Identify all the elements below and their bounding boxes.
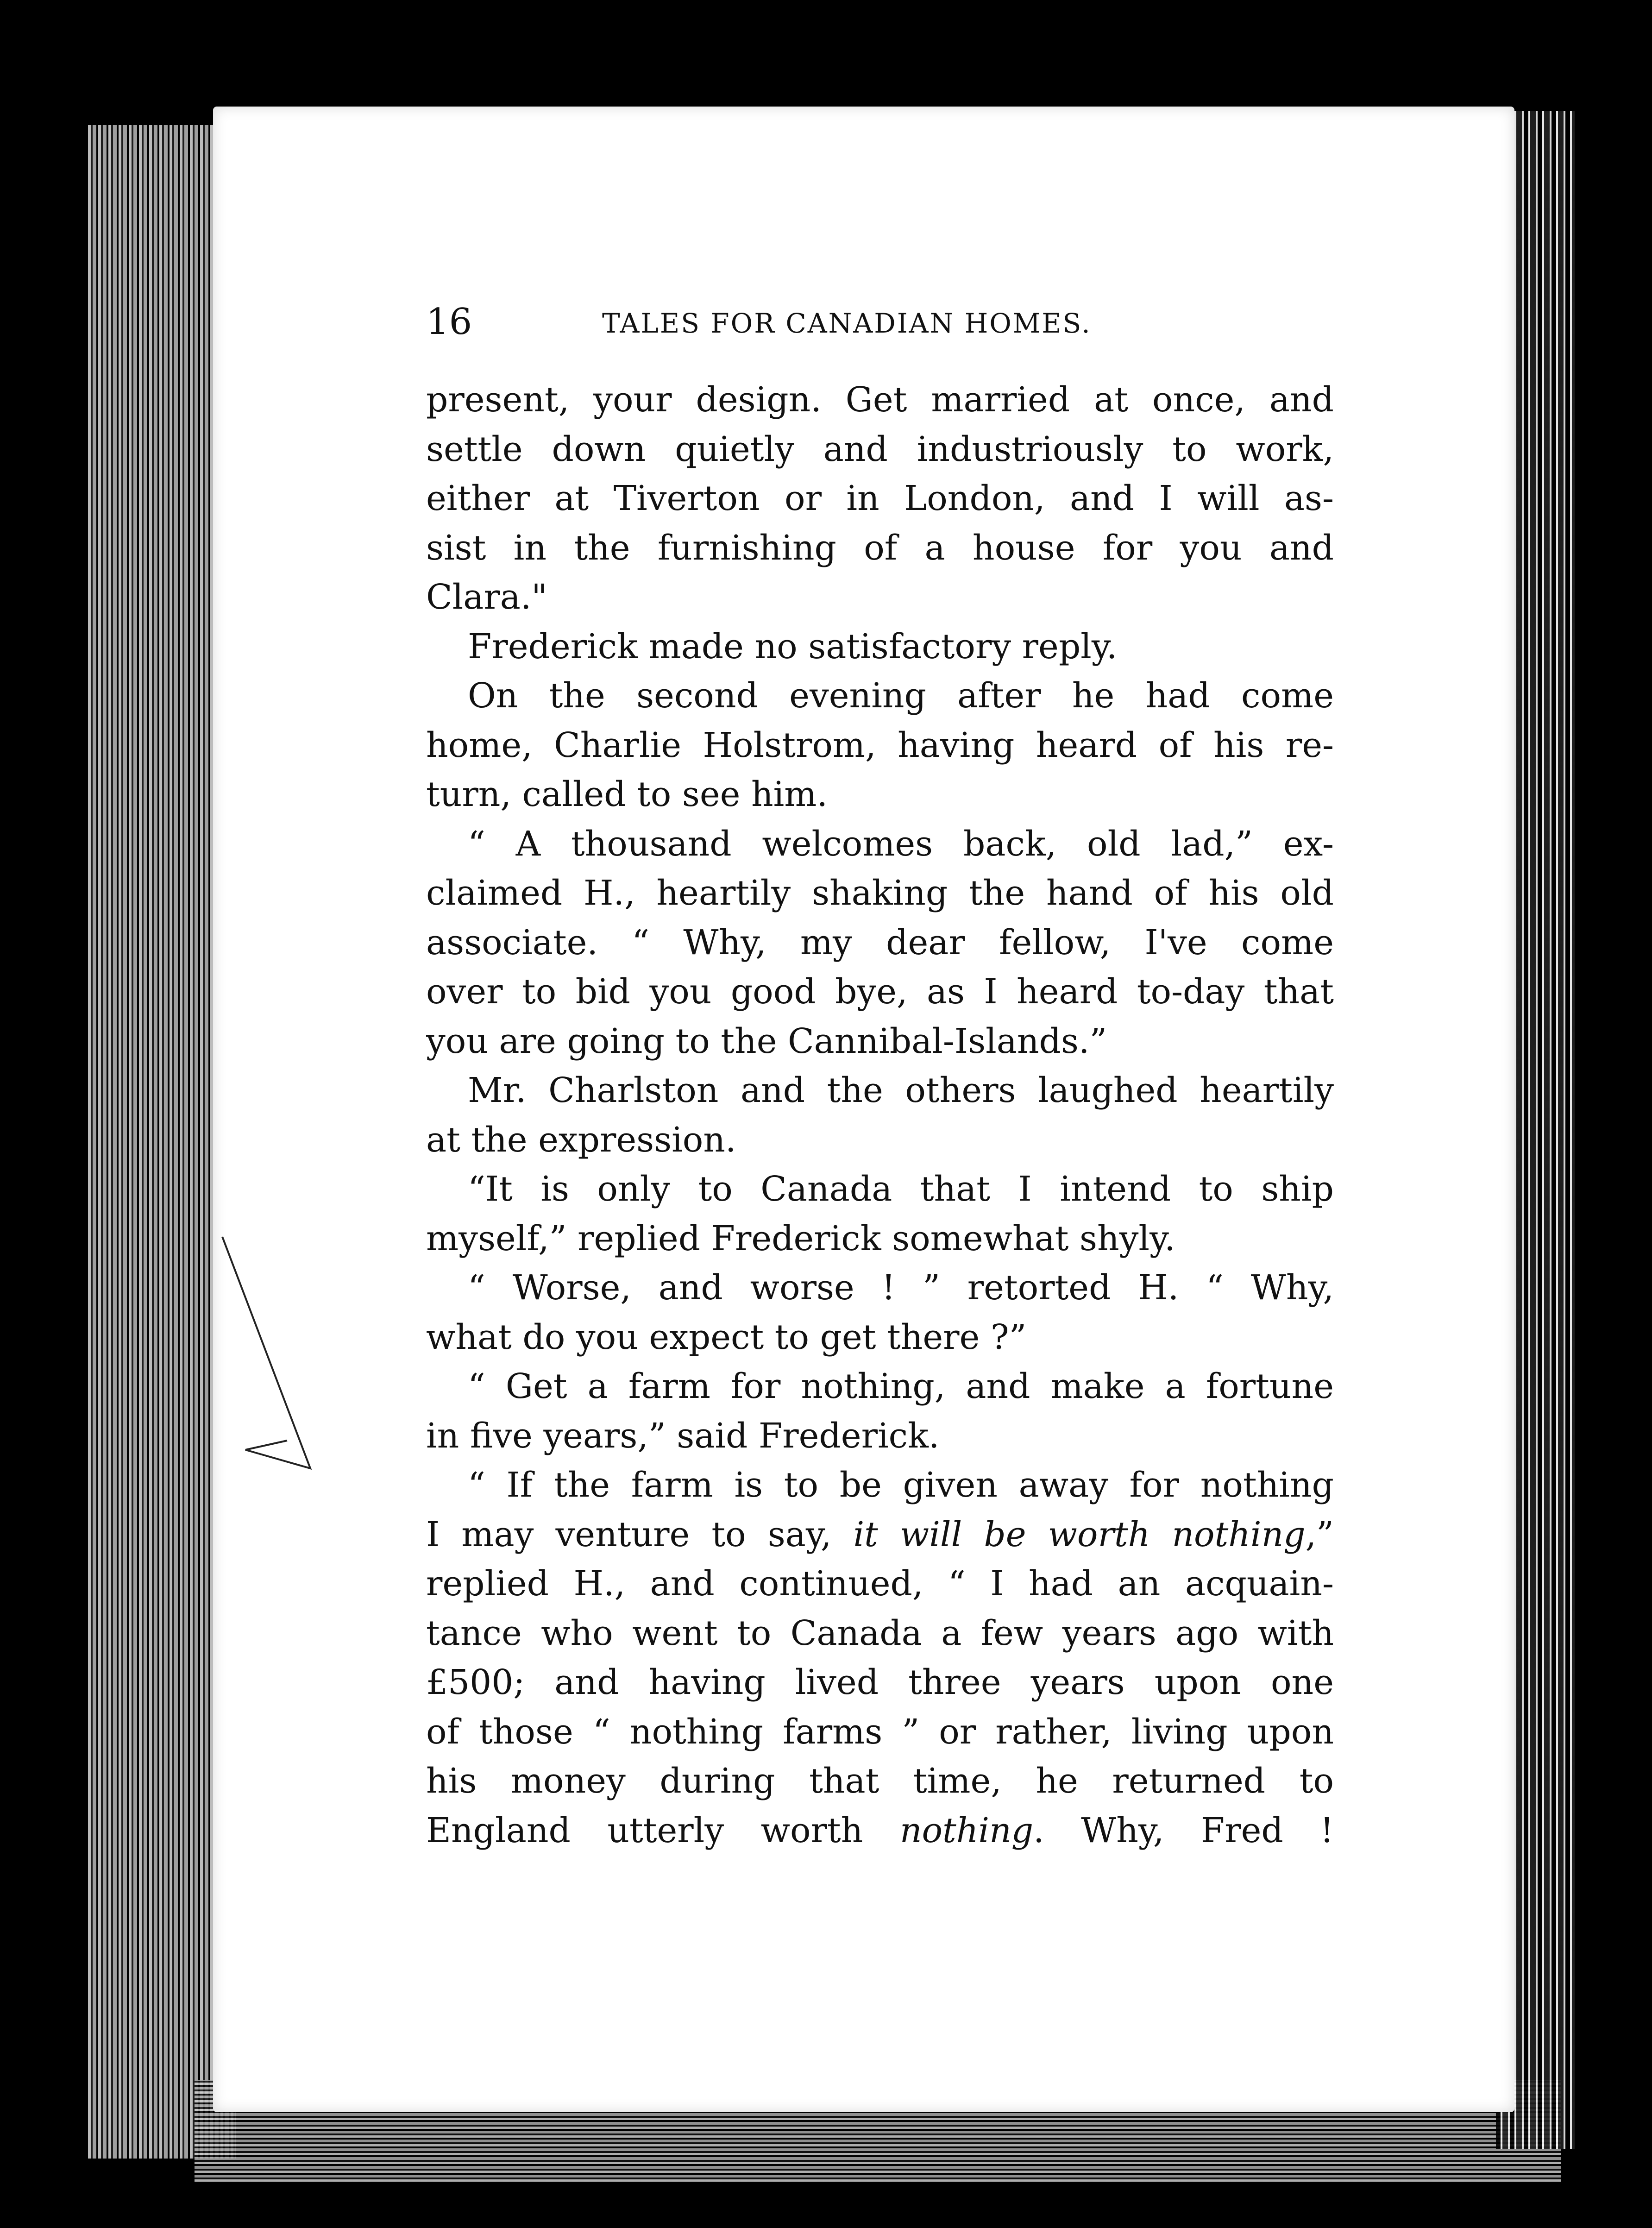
text-line-content: sist in the furnishing of a house for you and <box>426 528 1334 568</box>
text-line <box>426 1756 1334 1806</box>
text-line <box>426 1263 1334 1313</box>
text-line-content: “ Get a farm for nothing, and make a fortune <box>468 1366 1334 1406</box>
text-line-content: at the expression. <box>426 1120 736 1160</box>
text-line-content: England utterly worth <box>426 1810 900 1850</box>
text-line-content: present, your design. Get married at once, and <box>426 380 1334 420</box>
text-line-content: Clara." <box>426 577 547 617</box>
pencil-mark <box>218 1227 324 1487</box>
text-line <box>426 770 1334 819</box>
text-line-content: I may venture to say, <box>426 1514 854 1555</box>
text-line <box>426 375 1334 425</box>
text-line-italic: nothing <box>899 1810 1034 1850</box>
text-line-content: over to bid you good bye, as I heard to-day that <box>426 972 1334 1012</box>
text-line <box>426 671 1334 721</box>
text-line-content: either at Tiverton or in London, and I will as- <box>426 478 1334 518</box>
text-line-content: On the second evening after he had come <box>468 676 1334 716</box>
text-line <box>426 523 1334 573</box>
text-line <box>426 622 1334 672</box>
text-line <box>426 1658 1334 1707</box>
text-line-content: myself,” replied Frederick somewhat shyly. <box>426 1218 1175 1259</box>
text-line-content: “ Worse, and worse ! ” retorted H. “ Why, <box>468 1268 1334 1308</box>
text-line <box>426 425 1334 474</box>
page-number: 16 <box>426 301 472 343</box>
text-line-content: in five years,” said Frederick. <box>426 1416 940 1456</box>
text-line <box>426 474 1334 523</box>
text-line <box>426 1115 1334 1165</box>
text-line <box>426 869 1334 918</box>
text-line-content: home, Charlie Holstrom, having heard of his re- <box>426 725 1334 765</box>
text-line-content: “ A thousand welcomes back, old lad,” ex- <box>468 824 1334 864</box>
text-line-content: you are going to the Cannibal-Islands.” <box>426 1021 1107 1061</box>
text-line-content: £500; and having lived three years upon one <box>426 1662 1334 1702</box>
text-line <box>426 1460 1334 1510</box>
text-line <box>426 1609 1334 1658</box>
text-line-content: claimed H., heartily shaking the hand of his old <box>426 873 1334 913</box>
running-header <box>426 301 1334 343</box>
text-line <box>426 1806 1334 1856</box>
text-line-content: turn, called to see him. <box>426 774 828 814</box>
running-title: TALES FOR CANADIAN HOMES. <box>602 308 1092 339</box>
text-line <box>426 1510 1334 1560</box>
text-line-content: of those “ nothing farms ” or rather, living upon <box>426 1712 1334 1752</box>
text-line <box>426 1017 1334 1066</box>
text-line-content: replied H., and continued, “ I had an acquain- <box>426 1564 1334 1604</box>
text-line-content: his money during that time, he returned to <box>426 1761 1334 1801</box>
text-line <box>426 918 1334 968</box>
text-line-content: settle down quietly and industriously to work, <box>426 429 1334 469</box>
text-line-tail: . Why, Fred ! <box>1033 1810 1334 1850</box>
text-line-content: “ If the farm is to be given away for nothing <box>468 1465 1334 1505</box>
text-line <box>426 573 1334 622</box>
text-line <box>426 1411 1334 1461</box>
text-line <box>426 1066 1334 1115</box>
text-line-content: Mr. Charlston and the others laughed heartily <box>468 1070 1334 1110</box>
text-line <box>426 1559 1334 1609</box>
text-line-tail: ,” <box>1305 1514 1334 1555</box>
text-line <box>426 721 1334 770</box>
text-line <box>426 1164 1334 1214</box>
text-line <box>426 1707 1334 1757</box>
body-text <box>426 375 1334 1855</box>
text-line <box>426 1313 1334 1362</box>
text-line-content: “It is only to Canada that I intend to ship <box>468 1169 1334 1209</box>
text-line <box>426 1214 1334 1264</box>
text-line-content: what do you expect to get there ?” <box>426 1317 1027 1357</box>
text-line <box>426 819 1334 869</box>
text-line <box>426 1362 1334 1411</box>
text-line <box>426 967 1334 1017</box>
text-line-italic: it will be worth nothing <box>853 1514 1306 1555</box>
text-line-content: Frederick made no satisfactory reply. <box>468 626 1118 667</box>
text-line-content: associate. “ Why, my dear fellow, I've come <box>426 922 1334 963</box>
text-line-content: tance who went to Canada a few years ago with <box>426 1613 1334 1653</box>
